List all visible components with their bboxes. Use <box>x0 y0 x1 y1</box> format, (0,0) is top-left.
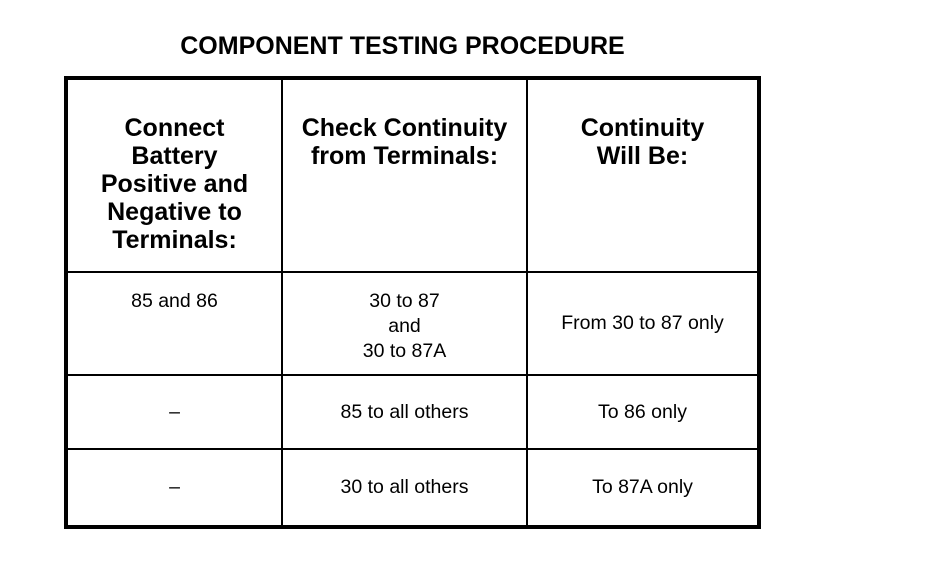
cell-check-line: 30 to 87A <box>362 340 447 362</box>
header-result-line: Continuity <box>580 114 705 142</box>
page-title: COMPONENT TESTING PROCEDURE <box>180 32 625 60</box>
cell-check: 30 to all others <box>282 449 527 525</box>
header-connect-line: Battery <box>131 142 218 170</box>
header-check-continuity <box>282 80 527 272</box>
testing-procedure-table <box>64 76 761 529</box>
cell-result: From 30 to 87 only <box>527 272 757 375</box>
cell-check <box>282 272 527 375</box>
header-connect-line: Positive and <box>100 170 249 198</box>
table-row <box>68 272 757 375</box>
cell-result: To 87A only <box>527 449 757 525</box>
table-row <box>68 449 757 525</box>
table-row <box>68 375 757 449</box>
cell-connect: – <box>68 375 282 449</box>
header-connect <box>68 80 282 272</box>
table-header-row <box>68 80 757 272</box>
header-connect-line: Negative to <box>107 198 242 226</box>
cell-check: 85 to all others <box>282 375 527 449</box>
cell-check-line: 30 to 87 <box>369 290 440 312</box>
cell-check-line: and <box>388 315 421 337</box>
header-check-line: from Terminals: <box>310 142 499 170</box>
header-result-line: Will Be: <box>596 142 689 170</box>
header-connect-line: Terminals: <box>112 226 237 254</box>
header-continuity-result <box>527 80 757 272</box>
header-connect-line: Connect <box>124 114 225 142</box>
cell-connect: 85 and 86 <box>68 272 282 375</box>
cell-connect: – <box>68 449 282 525</box>
cell-result: To 86 only <box>527 375 757 449</box>
header-check-line: Check Continuity <box>301 114 508 142</box>
